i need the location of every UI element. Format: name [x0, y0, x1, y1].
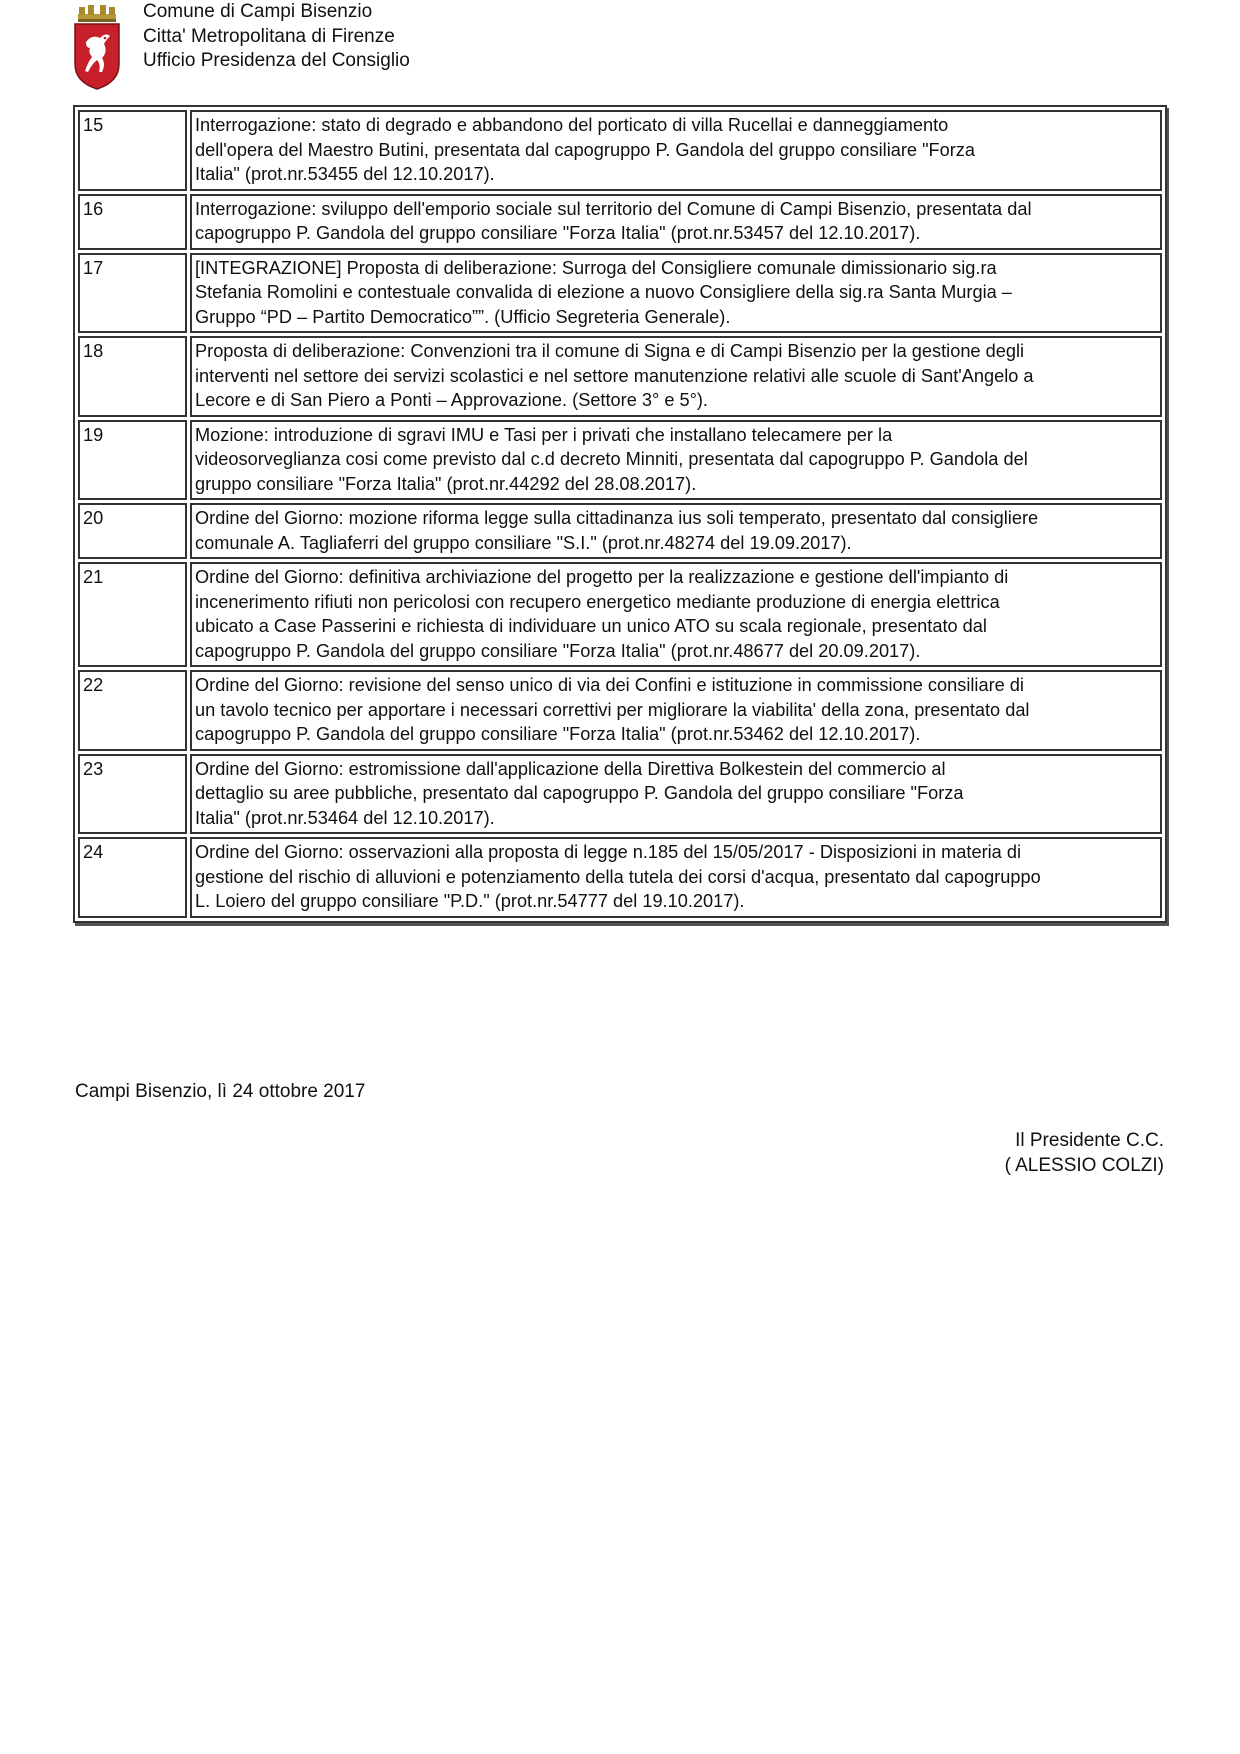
agenda-item-line: capogruppo P. Gandola del gruppo consiliare "Forza Italia" (prot.nr.53462 del 12.10.2017). [195, 724, 921, 744]
agenda-item-line: Ordine del Giorno: osservazioni alla proposta di legge n.185 del 15/05/2017 - Disposizioni in materia di [195, 842, 1021, 862]
agenda-item-number: 17 [78, 253, 187, 334]
agenda-item-line: Ordine del Giorno: mozione riforma legge sulla cittadinanza ius soli temperato, presentato dal consigliere [195, 508, 1039, 528]
agenda-item-line: dettaglio su aree pubbliche, presentato dal capogruppo P. Gandola del gruppo consiliare "Forza [195, 783, 964, 803]
agenda-item-line: Gruppo “PD – Partito Democratico””. (Ufficio Segreteria Generale). [195, 306, 731, 327]
agenda-item-number: 18 [78, 336, 187, 417]
agenda-item-number: 22 [78, 670, 187, 751]
agenda-item-line: ubicato a Case Passerini e richiesta di individuare un unico ATO su scala regionale, presentato dal [195, 616, 987, 636]
agenda-row [78, 253, 1162, 334]
letterhead [143, 0, 410, 74]
agenda-item-line: capogruppo P. Gandola del gruppo consiliare "Forza Italia" (prot.nr.53457 del 12.10.2017). [195, 223, 921, 243]
agenda-item-line: capogruppo P. Gandola del gruppo consiliare "Forza Italia" (prot.nr.48677 del 20.09.2017). [195, 640, 921, 661]
agenda-item-line: un tavolo tecnico per apportare i necessari correttivi per migliorare la viabilita' della zona, presentato dal [195, 699, 1030, 720]
agenda-item-line: L. Loiero del gruppo consiliare "P.D." (prot.nr.54777 del 19.10.2017). [195, 891, 745, 911]
agenda-row [78, 110, 1162, 191]
agenda-item-line: gestione del rischio di alluvioni e potenziamento della tutela dei corsi d'acqua, presentato dal capogruppo [195, 866, 1041, 887]
agenda-row [78, 420, 1162, 501]
agenda-item-number: 19 [78, 420, 187, 501]
agenda-item-line: Lecore e di San Piero a Ponti – Approvazione. (Settore 3° e 5°). [195, 390, 708, 410]
agenda-item-description [190, 670, 1162, 751]
agenda-row [78, 562, 1162, 667]
agenda-item-line: Italia" (prot.nr.53455 del 12.10.2017). [195, 164, 495, 184]
agenda-item-line: Ordine del Giorno: revisione del senso unico di via dei Confini e istituzione in commissione consiliare di [195, 675, 1024, 695]
agenda-item-line: incenerimento rifiuti non pericolosi con recupero energetico mediante produzione di energia elettrica [195, 591, 1000, 612]
letterhead-office: Ufficio Presidenza del Consiglio [143, 50, 410, 71]
agenda-item-description [190, 503, 1162, 559]
agenda-item-line: Proposta di deliberazione: Convenzioni tra il comune di Signa e di Campi Bisenzio per la gestione degli [195, 341, 1025, 361]
agenda-item-number: 24 [78, 837, 187, 918]
letterhead-metropolitan-city: Citta' Metropolitana di Firenze [143, 25, 395, 47]
agenda-row [78, 503, 1162, 559]
agenda-item-line: videosorveglianza cosi come previsto dal c.d decreto Minniti, presentata dal capogruppo P. Gandola del [195, 449, 1028, 469]
agenda-item-description [190, 562, 1162, 667]
agenda-item-line: Italia" (prot.nr.53464 del 12.10.2017). [195, 807, 495, 828]
agenda-item-line: Ordine del Giorno: estromissione dall'applicazione della Direttiva Bolkestein del commercio al [195, 758, 946, 779]
agenda-item-number: 15 [78, 110, 187, 191]
agenda-row [78, 754, 1162, 835]
agenda-item-description [190, 110, 1162, 191]
agenda-item-line: dell'opera del Maestro Butini, presentata dal capogruppo P. Gandola del gruppo consiliare "Forza [195, 139, 976, 160]
agenda-item-description [190, 194, 1162, 250]
agenda-item-description [190, 336, 1162, 417]
agenda-item-description [190, 420, 1162, 501]
agenda-table [73, 105, 1167, 923]
agenda-row [78, 837, 1162, 918]
agenda-item-description [190, 837, 1162, 918]
signer-title: Il Presidente C.C. [1015, 1130, 1164, 1151]
agenda-item-line: comunale A. Tagliaferri del gruppo consiliare "S.I." (prot.nr.48274 del 19.09.2017). [195, 532, 852, 553]
signer-name: ( ALESSIO COLZI) [1004, 1155, 1164, 1176]
agenda-item-number: 20 [78, 503, 187, 559]
agenda-item-number: 21 [78, 562, 187, 667]
agenda-item-line: Ordine del Giorno: definitiva archiviazione del progetto per la realizzazione e gestione dell'impianto di [195, 567, 1009, 587]
agenda-row [78, 670, 1162, 751]
agenda-item-line: Mozione: introduzione di sgravi IMU e Tasi per i privati che installano telecamere per la [195, 424, 893, 445]
agenda-item-description [190, 754, 1162, 835]
agenda-item-line: interventi nel settore dei servizi scolastici e nel settore manutenzione relativi alle scuole di Sant'Angelo a [195, 365, 1034, 386]
agenda-item-line: Stefania Romolini e contestuale convalida di elezione a nuovo Consigliere della sig.ra Santa Murgia – [195, 282, 1012, 302]
municipal-crest-icon [72, 2, 122, 90]
agenda-item-line: Interrogazione: sviluppo dell'emporio sociale sul territorio del Comune di Campi Bisenzio, presentata dal [195, 198, 1032, 219]
place-date: Campi Bisenzio, lì 24 ottobre 2017 [75, 1081, 366, 1102]
agenda-item-line: [INTEGRAZIONE] Proposta di deliberazione: Surroga del Consigliere comunale dimissionario sig.ra [195, 257, 997, 278]
letterhead-municipality: Comune di Campi Bisenzio [143, 1, 373, 22]
signature-block [1005, 1128, 1164, 1178]
agenda-item-description [190, 253, 1162, 334]
agenda-item-number: 16 [78, 194, 187, 250]
agenda-row [78, 194, 1162, 250]
agenda-row [78, 336, 1162, 417]
agenda-item-line: Interrogazione: stato di degrado e abbandono del porticato di villa Rucellai e danneggiamento [195, 115, 949, 135]
agenda-item-line: gruppo consiliare "Forza Italia" (prot.nr.44292 del 28.08.2017). [195, 473, 697, 494]
agenda-item-number: 23 [78, 754, 187, 835]
